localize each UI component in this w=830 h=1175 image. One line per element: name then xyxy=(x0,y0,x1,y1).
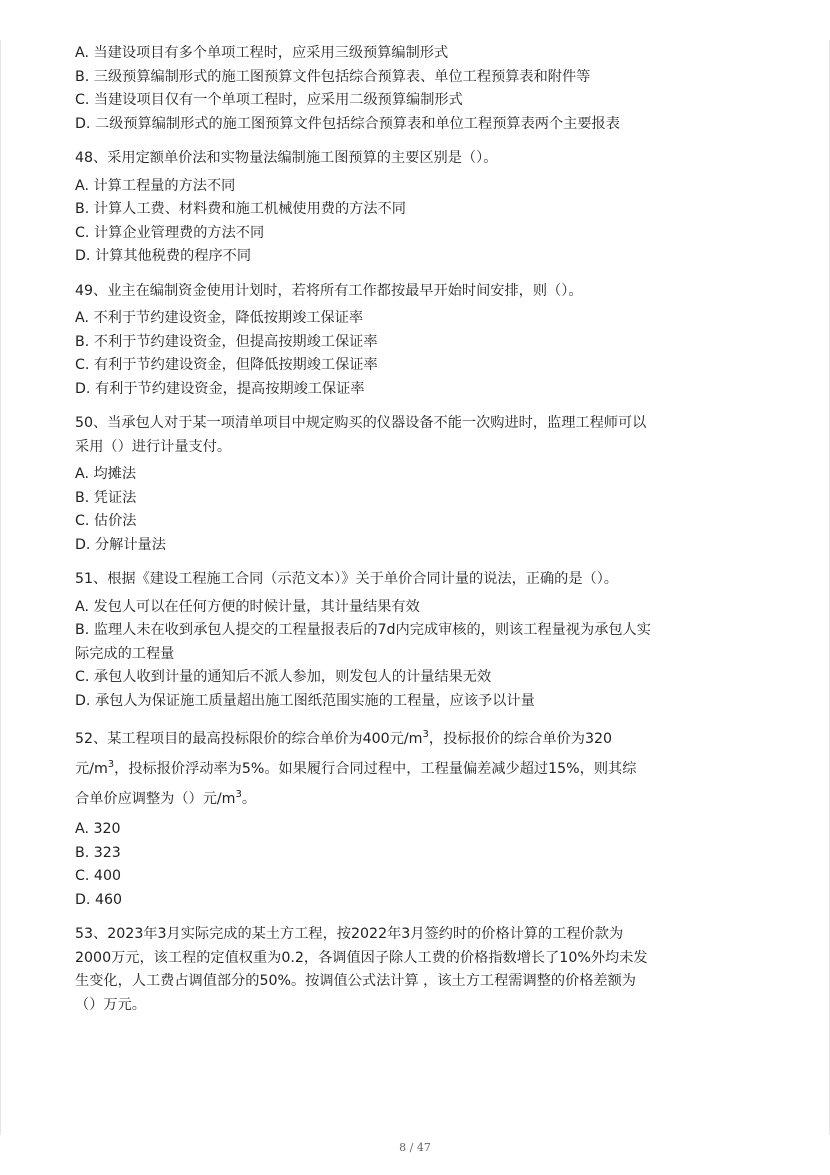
option-d: D. 460 xyxy=(75,891,123,908)
stem-text: ，投标报价浮动率为5%。如果履行合同过程中，工程量偏差减少超过15%，则其综 xyxy=(114,761,637,777)
stem-line-1 xyxy=(75,724,765,754)
stem-line-2: 采用（）进行计量支付。 xyxy=(75,438,232,455)
stem-text: 52、某工程项目的最高投标限价的综合单价为400元/m xyxy=(75,731,423,747)
stem-line-4: （）万元。 xyxy=(75,996,146,1013)
stem-line-3: 生变化，人工费占调值部分的50%。按调值公式法计算 ，该土方工程需调整的价格差额为 xyxy=(75,973,636,989)
option-d: D. 有利于节约建设资金，提高按期竣工保证率 xyxy=(75,380,365,397)
document-content xyxy=(75,38,765,1017)
stem-line-3 xyxy=(75,784,765,814)
option-b: B. 计算人工费、材料费和施工机械使用费的方法不同 xyxy=(75,201,406,217)
question-50 xyxy=(75,412,765,557)
stem-line-1: 50、当承包人对于某一项清单项目中规定购买的仪器设备不能一次购进时，监理工程师可以 xyxy=(75,415,647,431)
option-b-continued: 际完成的工程量 xyxy=(75,645,175,662)
option-a: A. 计算工程量的方法不同 xyxy=(75,177,236,194)
question-49-options xyxy=(75,307,765,401)
stem-line-1: 53、2023年3月实际完成的某土方工程，按2022年3月签约时的价格计算的工程价款为 xyxy=(75,926,624,942)
option-a: A. 均摊法 xyxy=(75,466,137,482)
option-a: A. 当建设项目有多个单项工程时，应采用三级预算编制形式 xyxy=(75,45,449,61)
question-52-options xyxy=(75,818,765,912)
option-b: B. 323 xyxy=(75,844,121,861)
page-border-left xyxy=(0,40,1,1135)
question-53 xyxy=(75,923,765,1017)
option-a: A. 320 xyxy=(75,821,121,837)
stem-line-2 xyxy=(75,754,765,784)
stem-line-2: 2000万元，该工程的定值权重为0.2，各调值因子除人工费的价格指数增长了10%外均未发 xyxy=(75,949,648,966)
option-b: B. 三级预算编制形式的施工图预算文件包括综合预算表、单位工程预算表和附件等 xyxy=(75,68,591,85)
option-b: B. 不利于节约建设资金，但提高按期竣工保证率 xyxy=(75,333,378,350)
question-51-options xyxy=(75,596,765,714)
question-48 xyxy=(75,147,765,269)
question-49-stem: 49、业主在编制资金使用计划时，若将所有工作都按最早开始时间安排，则（）。 xyxy=(75,282,583,299)
option-c: C. 估价法 xyxy=(75,513,137,529)
question-52-stem xyxy=(75,724,765,814)
question-50-stem xyxy=(75,412,765,459)
stem-text: 。 xyxy=(241,791,257,807)
question-53-stem xyxy=(75,923,765,1017)
stem-text: 合单价应调整为（）元/m xyxy=(75,791,236,807)
question-47 xyxy=(75,42,765,136)
superscript-3: 3 xyxy=(235,789,242,800)
stem-text: ，投标报价的综合单价为320 xyxy=(428,731,613,747)
superscript-3: 3 xyxy=(422,729,429,740)
question-51 xyxy=(75,568,765,713)
question-50-options xyxy=(75,463,765,557)
question-52 xyxy=(75,724,765,912)
option-c: C. 有利于节约建设资金，但降低按期竣工保证率 xyxy=(75,357,378,373)
option-d: D. 承包人为保证施工质量超出施工图纸范围实施的工程量，应该予以计量 xyxy=(75,692,535,709)
option-b: B. 监理人未在收到承包人提交的工程量报表后的7d内完成审核的，则该工程量视为承包人实 xyxy=(75,622,651,638)
option-a: A. 不利于节约建设资金，降低按期竣工保证率 xyxy=(75,310,364,326)
option-d: D. 分解计量法 xyxy=(75,536,166,553)
question-51-stem: 51、根据《建设工程施工合同（示范文本）》关于单价合同计量的说法，正确的是（）。 xyxy=(75,571,618,587)
option-c: C. 400 xyxy=(75,868,122,884)
page-number: 8 / 47 xyxy=(399,1141,431,1154)
option-b: B. 凭证法 xyxy=(75,489,137,506)
superscript-3: 3 xyxy=(107,759,115,770)
question-48-options xyxy=(75,175,765,269)
option-d: D. 二级预算编制形式的施工图预算文件包括综合预算表和单位工程预算表两个主要报表 xyxy=(75,115,620,132)
option-c: C. 计算企业管理费的方法不同 xyxy=(75,224,265,241)
option-c: C. 当建设项目仅有一个单项工程时，应采用二级预算编制形式 xyxy=(75,92,463,108)
option-d: D. 计算其他税费的程序不同 xyxy=(75,248,252,264)
option-c: C. 承包人收到计量的通知后不派人参加，则发包人的计量结果无效 xyxy=(75,669,492,685)
question-49 xyxy=(75,280,765,402)
option-a: A. 发包人可以在任何方便的时候计量，其计量结果有效 xyxy=(75,598,420,615)
question-47-options xyxy=(75,42,765,136)
question-48-stem: 48、采用定额单价法和实物量法编制施工图预算的主要区别是（）。 xyxy=(75,150,498,166)
stem-text: 元/m xyxy=(75,761,108,777)
